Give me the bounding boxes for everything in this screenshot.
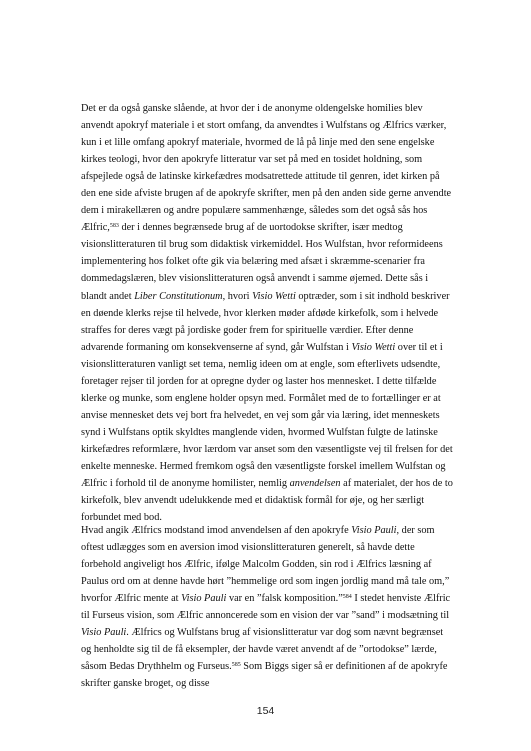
footnote-ref: 585 [231, 662, 241, 669]
text-run: I stedet henviste Ælfric til Furseus vision, som Ælfric annoncerede som en vision der var ”sand” i modsætning til [81, 593, 451, 622]
text-run: der i dennes begrænsede brug af de uortodokse skrifter, især medtog visionslitteraturen til brug som didaktisk virkemiddel. Hos Wulfstan, hvor reformideens implementering hos folket ofte gik via belæring med afsæt i skræmme-scenarier fra dommedagslæren, blev visionslitteraturen også anvendt i samme øjemed. Dette sås i blandt andet [81, 222, 443, 302]
text-run: var en ”falsk komposition.” [226, 593, 343, 605]
text-run: over til et i visionslitteraturen vanligt set tema, nemlig ideen om at engle, som efterlivets udsendte, foretager rejser til jorden for at opregne dyder og laster hos mennesket. I dette tilfælde klerke og munke, som englene holder opsyn med. Formålet med de to fortællinger er at anvise mennesket dets vej bort fra helvedet, en vej som går via læring, idet menneskets synd i Wulfstans optik skyldtes manglende viden, hvormed Wulfstan fulgte de latinske kirkefædres reformlære, hvor lærdom var anset som den væsentligste vej til frelsen for det enkelte menneske. Hermed fremkom også den væsentligste forskel imellem Wulfstan og Ælfric i forhold til de anonyme homilister, nemlig [81, 341, 453, 490]
text-run: optræder, som i sit indhold beskriver en døende klerks rejse til helvede, hvor klerken møder afdøde kirkefolk, som i helvede straffes for deres vægt på jordiske goder frem for spirituelle værdier. Efter denne advarende formaning om konsekvenserne af synd, går Wulfstan i [81, 290, 450, 353]
footnote-ref: 583 [109, 223, 119, 230]
body-paragraph-1 [81, 100, 455, 526]
italic-title: Visio Pauli [351, 525, 397, 536]
text-run: , hvori [222, 290, 253, 302]
body-paragraph-2 [81, 522, 455, 692]
page-number: 154 [256, 705, 275, 717]
footnote-ref: 584 [342, 594, 352, 601]
italic-title: Visio Wetti [351, 341, 396, 353]
text-run: , der som oftest udlægges som en aversion imod visionslitteraturen generelt, så havde dette forbehold angiveligt hos Ælfric, ifølge Malcolm Godden, sin rod i Ælfrics læsning af Paulus ord om at denne havde hørt ”hemmelige ord som ingen jordlig mand må tale om,” hvorfor Ælfric mente at [81, 525, 450, 605]
text-run: Hvad angik Ælfrics modstand imod anvendelsen af den apokryfe [81, 525, 352, 536]
italic-title: Liber Constitutionum [134, 290, 223, 302]
text-run: Som Biggs siger så er definitionen af de apokryfe skrifter ganske broget, og disse [81, 661, 448, 690]
italic-title: Visio Wetti [252, 290, 296, 302]
italic-title: Visio Pauli [81, 627, 127, 639]
text-run: . Ælfrics og Wulfstans brug af visionslitteratur var dog som nævnt begrænset og henholdte sig til de få eksempler, der havde været anvendt af de ”ortodokse” lærde, såsom Bedas Drythhelm og Furseus. [81, 627, 444, 673]
italic-title: Visio Pauli [181, 593, 227, 605]
text-run: Det er da også ganske slående, at hvor der i de anonyme oldengelske homilies blev anvendt apokryf materiale i et stort omfang, da anvendtes i Wulfstans og Ælfrics værker, kun i et lille omfang apokryf materiale, hvormed de lå på linje med den sene engelske kirkes teologi, hvor den apokryfe litteratur var set på med en tosidet holdning, som afspejlede også de latinske kirkefædres modsatrettede attitude til genren, idet kirken på den ene side afviste brugen af de apokryfe skrifter, men på den anden side gerne anvendte dem i mirakellæren og andre populære sammenhænge, således som det også sås hos Ælfric, [81, 103, 452, 234]
italic-title: anvendelsen [289, 478, 341, 490]
text-run: af materialet, der hos de to kirkefolk, blev anvendt udelukkende med et didaktisk formål for øje, og her særligt forbundet med bod. [81, 478, 453, 524]
